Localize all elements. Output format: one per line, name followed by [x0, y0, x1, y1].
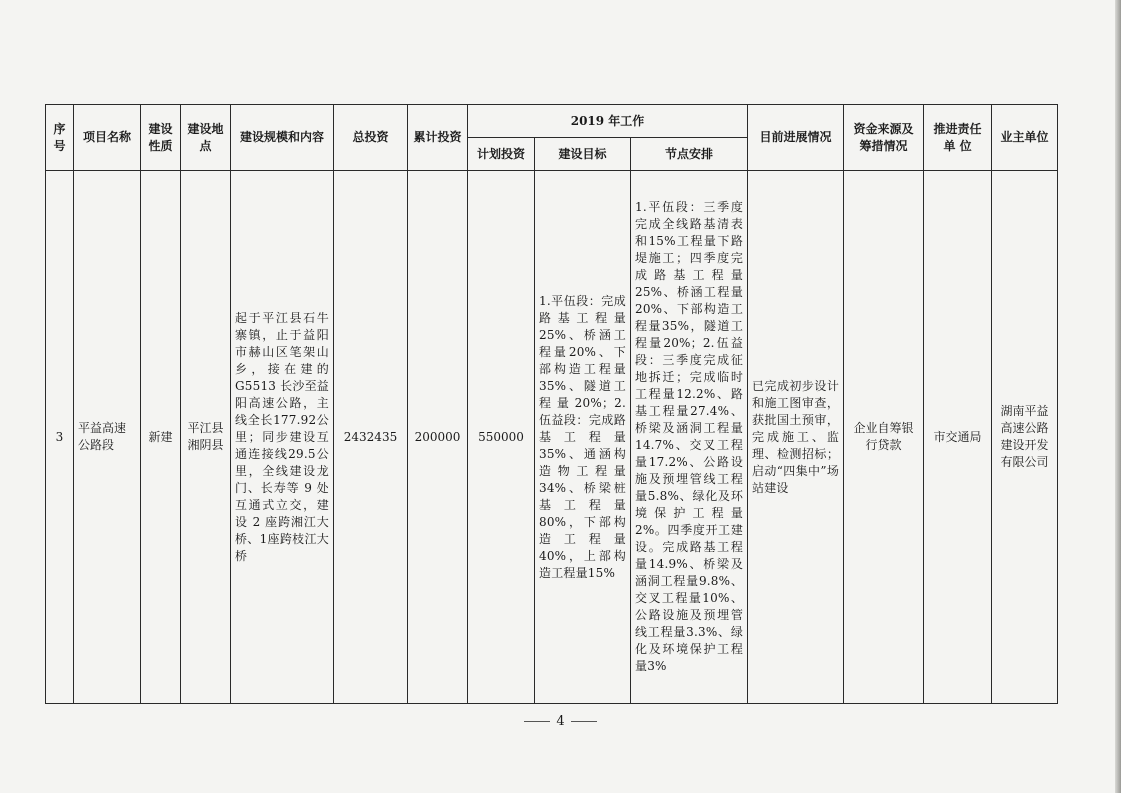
cell-nodes: 1.平伍段：三季度完成全线路基清表和15%工程量下路堤施工；四季度完成路基工程量25%、桥涵工程量20%、下部构造工程量35%，隧道工程量20%；2.伍益段：三季度完成征地拆迁；完成临时工程量12.2%、路基工程量27.4%、桥梁及涵洞工程量14.7%、交叉工程量17.2%、公路设施及预埋管线工程量5.8%、绿化及环境保护工程量 2%。四季度开工建设。完成路基工程量14.9%、桥梁及涵洞工程量9.8%、交叉工程量10%、公路设施及预埋管线工程量3.3%、绿化及环境保护工程量3% [631, 171, 748, 704]
header-funding: 资金来源及筹措情况 [844, 105, 924, 171]
dash-right [571, 721, 597, 722]
header-plan-invest: 计划投资 [468, 138, 535, 171]
header-row-1 [46, 105, 1058, 138]
cell-seq: 3 [46, 171, 74, 704]
table-row [46, 171, 1058, 704]
scan-edge [1115, 0, 1121, 793]
cell-total: 2432435 [334, 171, 408, 704]
header-owner: 业主单位 [992, 105, 1058, 171]
cell-nature: 新建 [141, 171, 181, 704]
cell-responsible: 市交通局 [924, 171, 992, 704]
header-progress: 目前进展情况 [748, 105, 844, 171]
header-location: 建设地点 [181, 105, 231, 171]
dash-left [524, 721, 550, 722]
page-number [0, 714, 1121, 729]
header-seq: 序号 [46, 105, 74, 171]
header-nature: 建设性质 [141, 105, 181, 171]
cell-name: 平益高速公路段 [74, 171, 141, 704]
cell-scale: 起于平江县石牛寨镇，止于益阳市赫山区笔架山乡，接在建的G5513 长沙至益阳高速公路，主线全长177.92公里；同步建设互通连接线29.5公里，全线建设龙门、长寿等 9 处互通式立交，建设 2 座跨湘江大桥、1座跨枝江大桥 [231, 171, 334, 704]
cell-target: 1.平伍段：完成路基工程量25%、桥涵工程量20%、下部构造工程量35%、隧道工程量20%；2.伍益段：完成路基工程量35%、通涵构造物工程量34%、桥梁桩基工程量80%，下部构造工程量40%，上部构造工程量15% [535, 171, 631, 704]
page-number-text: 4 [556, 714, 565, 729]
header-name: 项目名称 [74, 105, 141, 171]
cell-location: 平江县湘阴县 [181, 171, 231, 704]
cell-progress: 已完成初步设计和施工图审查，获批国土预审，完成施工、监理、检测招标；启动“四集中”场站建设 [748, 171, 844, 704]
header-cumulative: 累计投资 [408, 105, 468, 171]
cell-owner: 湖南平益高速公路建设开发有限公司 [992, 171, 1058, 704]
header-responsible: 推进责任单 位 [924, 105, 992, 171]
header-scale: 建设规模和内容 [231, 105, 334, 171]
header-total: 总投资 [334, 105, 408, 171]
header-year-work: 2019 年工作 [468, 105, 748, 138]
cell-cumulative: 200000 [408, 171, 468, 704]
header-nodes: 节点安排 [631, 138, 748, 171]
project-table [45, 104, 1058, 704]
header-target: 建设目标 [535, 138, 631, 171]
cell-funding: 企业自筹银行贷款 [844, 171, 924, 704]
cell-plan-invest: 550000 [468, 171, 535, 704]
